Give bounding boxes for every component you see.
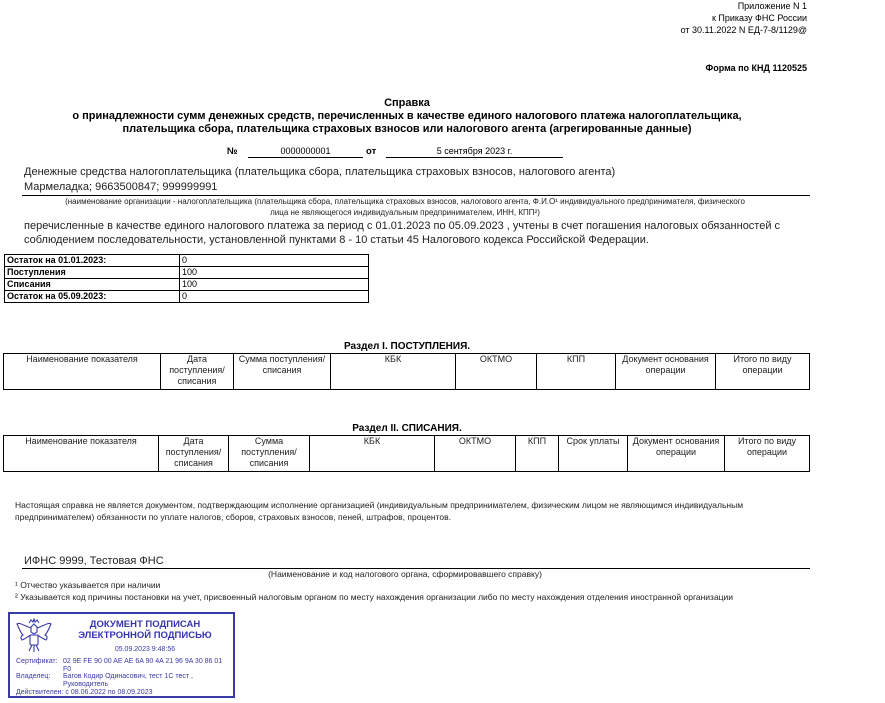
document-date: 5 сентября 2023 г. (386, 146, 563, 158)
table-header-row (4, 436, 810, 472)
balance-label: Поступления (5, 267, 180, 279)
balances-table (4, 254, 369, 303)
column-header: Сумма поступления/ списания (234, 354, 331, 390)
balance-value: 100 (180, 279, 369, 291)
stamp-line-2: ЭЛЕКТРОННОЙ ПОДПИСЬЮ (78, 630, 212, 641)
appendix-line-2: к Приказу ФНС России (711, 13, 807, 23)
tax-authority-name: ИФНС 9999, Тестовая ФНС (24, 555, 164, 567)
form-code: Форма по КНД 1120525 (705, 63, 807, 73)
section-1-table (3, 353, 810, 390)
column-header: Срок уплаты (559, 436, 628, 472)
stamp-owner-value: Багов Кодир Одинасович, тест 1С тест , Руководитель (63, 673, 193, 688)
footnote-2: ² Указывается код причины постановки на учет, присвоенный налоговым органом по месту нахождения организации либо по месту нахождения отделения иностранной организации (15, 592, 734, 602)
title-word: Справка (384, 97, 430, 109)
stamp-owner-label: Владелец: (16, 673, 51, 680)
stamp-date: 05.09.2023 9:48:56 (114, 646, 176, 653)
stamp-line-1: ДОКУМЕНТ ПОДПИСАН (89, 619, 201, 630)
section-2-table (3, 435, 810, 472)
table-row (5, 279, 369, 291)
balance-value: 0 (180, 291, 369, 303)
payer-intro: Денежные средства налогоплательщика (плательщика сбора, плательщика страховых взносов, налогового агента) (24, 166, 616, 178)
column-header: Итого по виду операции (725, 436, 810, 472)
column-header: Дата поступления/ списания (161, 354, 234, 390)
appendix-reference (681, 0, 807, 36)
column-header: ОКТМО (435, 436, 516, 472)
section-1-title: Раздел I. ПОСТУПЛЕНИЯ. (343, 341, 471, 352)
coat-of-arms-icon (14, 618, 54, 656)
number-label: № (227, 146, 238, 157)
table-row (5, 291, 369, 303)
table-row (5, 267, 369, 279)
footnote-1: ¹ Отчество указывается при наличии (15, 580, 161, 590)
column-header: КБК (331, 354, 456, 390)
column-header: Документ основания операции (616, 354, 716, 390)
column-header: ОКТМО (456, 354, 537, 390)
payer-caption (0, 196, 810, 218)
stamp-validity: Действителен: с 08.06.2022 по 08.09.2023 (16, 689, 153, 696)
balance-label: Списания (5, 279, 180, 291)
document-number: 0000000001 (248, 146, 363, 158)
column-header: Дата поступления/ списания (159, 436, 229, 472)
transferred-text-line-2: соблюдением последовательности, установленной пунктами 8 - 10 статьи 45 Налогового кодекса Российской Федерации. (24, 234, 649, 246)
table-row (5, 255, 369, 267)
payer-caption-line-1: (наименование организации - налогоплательщика (плательщика сбора, плательщика страховых взносов, налогового агента, Ф.И.О¹ индивидуального предпринимателя, физического (65, 197, 745, 206)
appendix-line-3: от 30.11.2022 N ЕД-7-8/1129@ (680, 25, 807, 35)
balance-label: Остаток на 01.01.2023: (5, 255, 180, 267)
stamp-cert-label: Сертификат: (16, 658, 58, 665)
column-header: Сумма поступления/ списания (229, 436, 310, 472)
column-header: Итого по виду операции (716, 354, 810, 390)
column-header: Документ основания операции (628, 436, 725, 472)
signature-stamp (8, 612, 235, 698)
column-header: Наименование показателя (4, 354, 161, 390)
title-line-2: плательщика сбора, плательщика страховых взносов или налогового агента (агрегированные данные) (122, 123, 692, 135)
section-2-title: Раздел II. СПИСАНИЯ. (352, 423, 462, 434)
payer-name: Мармеладка; 9663500847; 999999991 (24, 181, 218, 193)
balance-value: 100 (180, 267, 369, 279)
column-header: Наименование показателя (4, 436, 159, 472)
stamp-header (60, 619, 230, 641)
column-header: КПП (537, 354, 616, 390)
table-header-row (4, 354, 810, 390)
balance-value: 0 (180, 255, 369, 267)
document-title (0, 97, 814, 136)
tax-authority-caption: (Наименование и код налогового органа, сформировавшего справку) (268, 569, 542, 579)
disclaimer-note: Настоящая справка не является документом, подтверждающим исполнение организацией (индивидуальным предпринимателем, физическим лицом не являющимся индивидуальным предпринимателем) обязанности по уплате налогов, сборов, страховых взносов, пеней, штрафов, процентов. (15, 500, 744, 522)
column-header: КБК (310, 436, 435, 472)
balance-label: Остаток на 05.09.2023: (5, 291, 180, 303)
payer-caption-line-2: лица не являющегося индивидуальным предпринимателем, ИНН, КПП²) (270, 208, 540, 217)
number-date-row (227, 146, 567, 158)
date-from-label: от (366, 146, 377, 157)
transferred-text-line-1: перечисленные в качестве единого налогового платежа за период с 01.01.2023 по 05.09.2023 , учтены в счет погашения налоговых обязанностей с (24, 220, 781, 232)
column-header: КПП (516, 436, 559, 472)
stamp-cert-value: 02 9E FE 90 00 AE AE 6A 90 4A 21 96 9A 30 86 01 F0 (63, 658, 223, 673)
title-line-1: о принадлежности сумм денежных средств, перечисленных в качестве единого налогового платежа налогоплательщика, (72, 110, 742, 122)
appendix-line-1: Приложение N 1 (737, 1, 807, 11)
